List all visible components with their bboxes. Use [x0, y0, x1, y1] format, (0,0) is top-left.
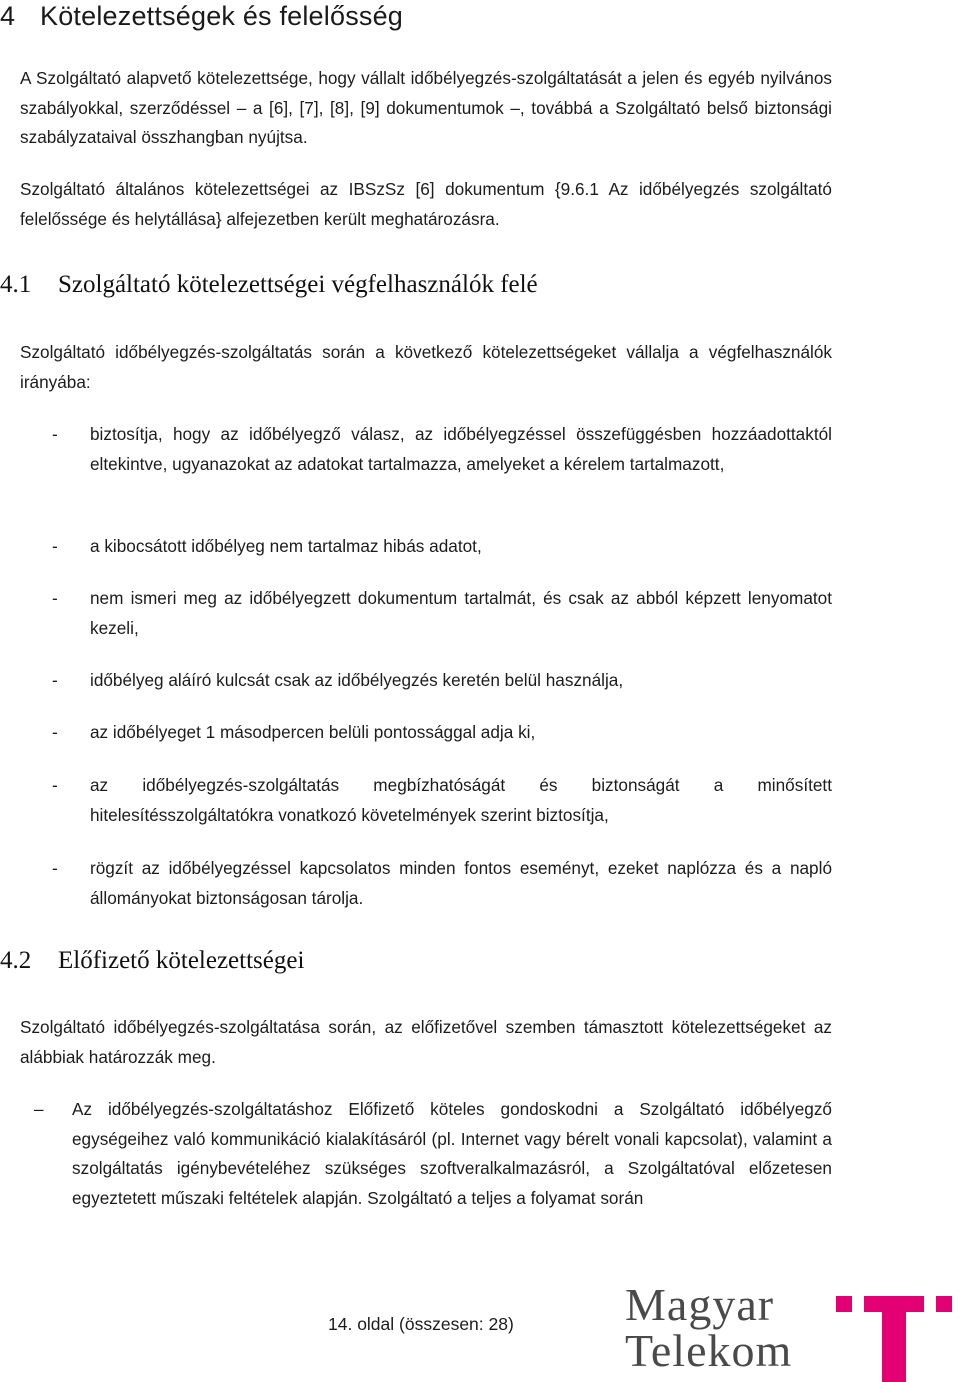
list-item	[52, 584, 832, 643]
chapter-number: 4	[0, 1, 16, 31]
page-number: 14. oldal (összesen: 28)	[328, 1314, 514, 1334]
list-item-text: rögzít az időbélyegzéssel kapcsolatos minden fontos eseményt, ezeket naplózza és a napló állományokat biztonságosan tárolja.	[90, 858, 832, 908]
list-bullet: -	[52, 670, 58, 690]
list-item-text: biztosítja, hogy az időbélyegző válasz, az időbélyegzéssel összefüggésben hozzáadottaktól eltekintve, ugyanazokat az adatokat tartalmazza, amelyeket a kérelem tartalmazott,	[90, 424, 832, 474]
section-4-2-intro: Szolgáltató időbélyegzés-szolgáltatása során, az előfizetővel szemben támasztott kötelezettségeket az alábbiak határozzák meg.	[20, 1017, 832, 1067]
list-item	[52, 771, 832, 830]
list-item	[52, 666, 832, 696]
list-item-text: az időbélyegzés-szolgáltatás megbízhatóságát és biztonságát a minősített hitelesítésszolgáltatókra vonatkozó követelmények szerint biztosítja,	[90, 775, 832, 825]
list-item-text: időbélyeg aláíró kulcsát csak az időbélyegzés keretén belül használja,	[90, 670, 624, 690]
chapter-heading	[0, 0, 403, 32]
section-4-1-intro: Szolgáltató időbélyegzés-szolgáltatás során a következő kötelezettségeket vállalja a végfelhasználók irányába:	[20, 342, 832, 392]
chapter-title: Kötelezettségek és felelősség	[40, 1, 404, 31]
list-bullet: -	[52, 588, 58, 608]
list-item-text: nem ismeri meg az időbélyegzett dokumentum tartalmát, és csak az abból képzett lenyomatot kezeli,	[90, 588, 832, 638]
company-logo-text	[625, 1279, 825, 1376]
logo-line-1: Magyar	[625, 1279, 775, 1330]
list-bullet: -	[52, 775, 58, 795]
list-bullet: -	[52, 858, 58, 878]
list-item	[52, 420, 832, 479]
section-heading-4-1	[0, 270, 538, 300]
section-number: 4.1	[0, 271, 32, 298]
list-bullet: -	[52, 722, 58, 742]
list-item	[52, 854, 832, 913]
list-bullet: –	[34, 1099, 44, 1119]
intro-paragraph-1: A Szolgáltató alapvető kötelezettsége, hogy vállalt időbélyegzés-szolgáltatását a jelen és egyéb nyilvános szabályokkal, szerződéssel – a [6], [7], [8], [9] dokumentumok –, továbbá a Szolgáltató belső biztonsági szabályzataival összhangban nyújtsa.	[20, 68, 832, 147]
list-item	[52, 718, 832, 748]
list-bullet: -	[52, 424, 58, 444]
list-bullet: -	[52, 536, 58, 556]
list-item-text: az időbélyeget 1 másodpercen belüli pontossággal adja ki,	[90, 722, 536, 742]
list-item-text: a kibocsátott időbélyeg nem tartalmaz hibás adatot,	[90, 536, 482, 556]
list-item	[52, 532, 832, 562]
list-item-text: Az időbélyegzés-szolgáltatáshoz Előfizető köteles gondoskodni a Szolgáltató időbélyegző egységeihez való kommunikáció kialakításáról (pl. Internet vagy bérelt vonali kapcsolat), valamint a szolgáltatás igénybevételéhez szükséges szoftveralkalmazásról, a Szolgáltatóval előzetesen egyeztetett műszaki feltételek alapján. Szolgáltató a teljes a folyamat során	[72, 1099, 832, 1208]
section-title: Szolgáltató kötelezettségei végfelhasználók felé	[58, 271, 538, 298]
intro-paragraph-2: Szolgáltató általános kötelezettségei az IBSzSz [6] dokumentum {9.6.1 Az időbélyegzés szolgáltató felelőssége és helytállása} alfejezetben került meghatározásra.	[20, 179, 832, 229]
list-item	[34, 1095, 832, 1213]
logo-line-2: Telekom	[625, 1325, 793, 1376]
section-heading-4-2	[0, 946, 304, 976]
section-title: Előfizető kötelezettségei	[58, 947, 305, 974]
telekom-t-logo-icon	[836, 1290, 960, 1382]
section-number: 4.2	[0, 947, 32, 974]
